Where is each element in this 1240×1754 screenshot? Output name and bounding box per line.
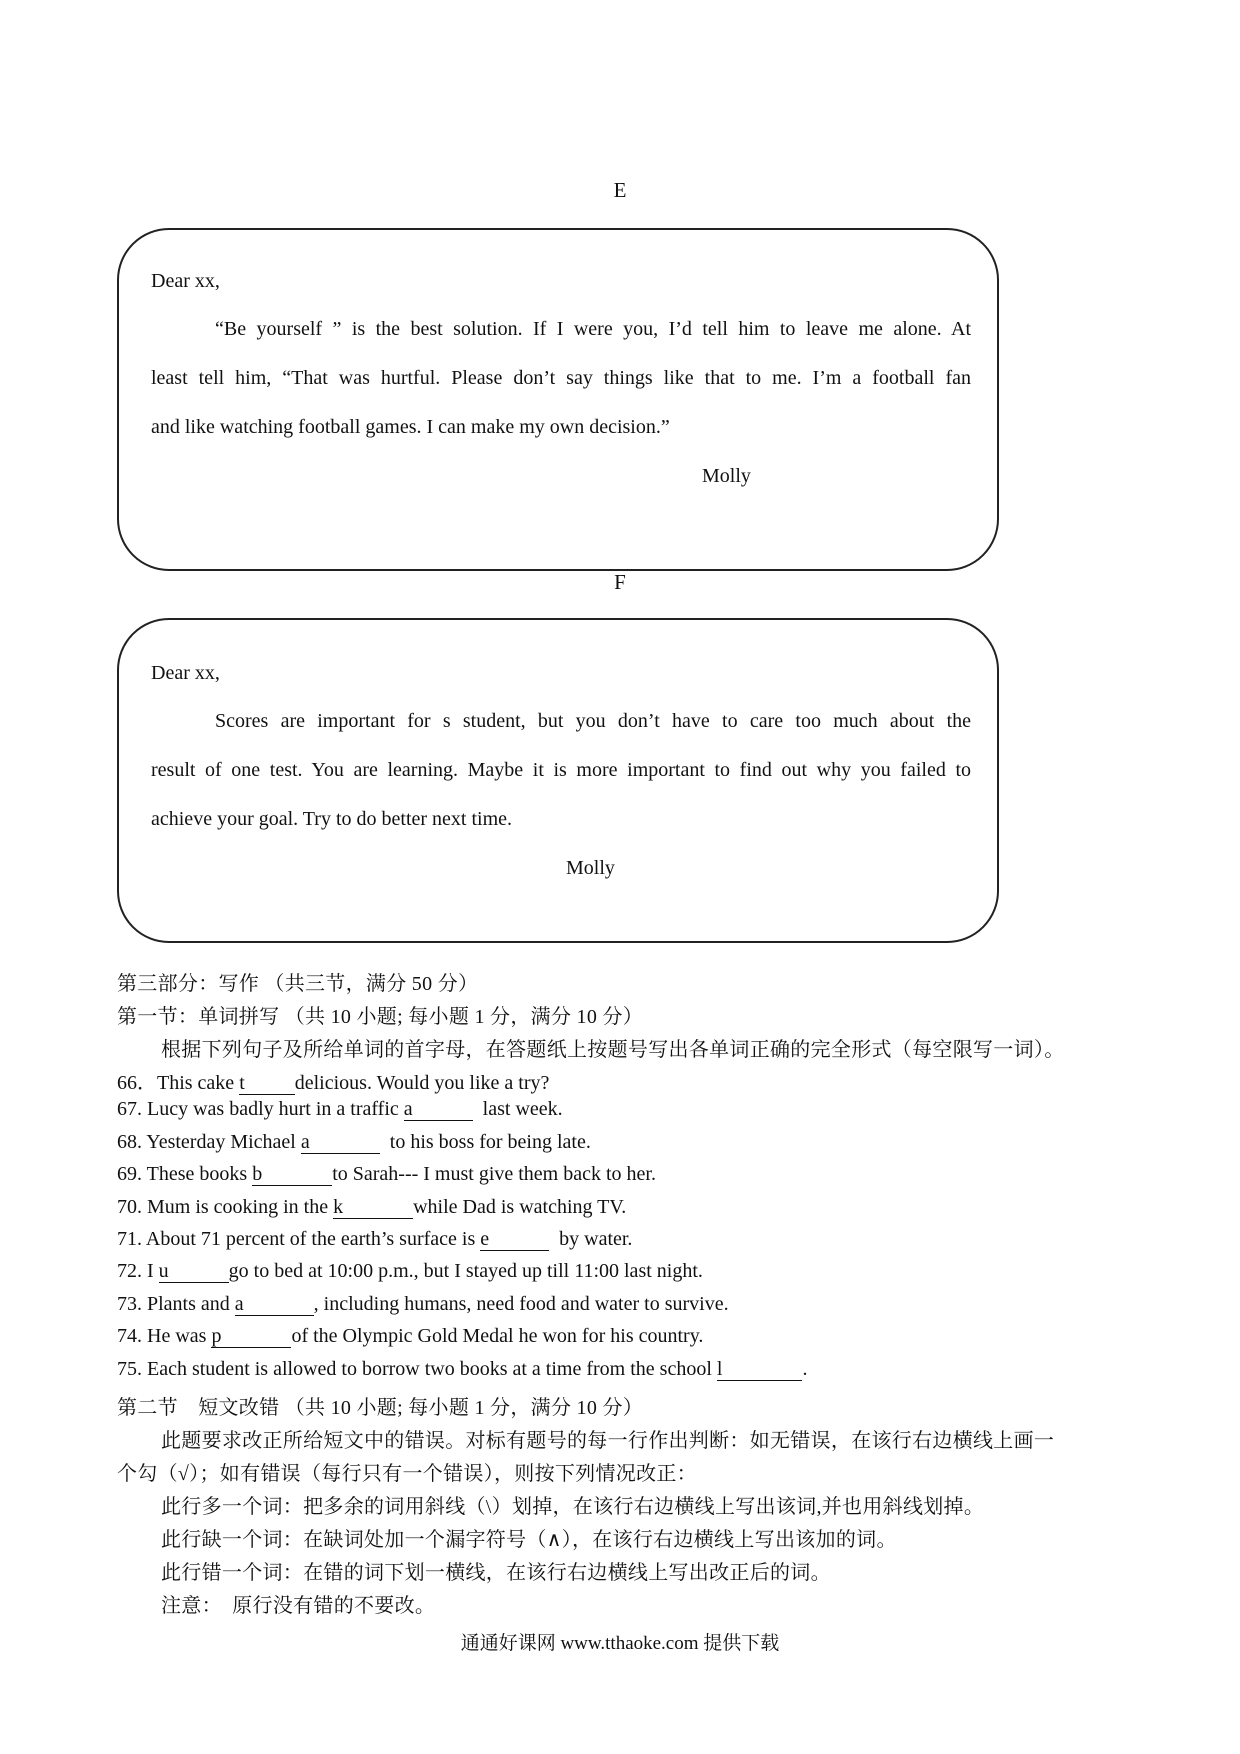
item-number: 74.: [117, 1325, 147, 1348]
blank-line: [244, 1293, 314, 1315]
blank-line: [413, 1098, 473, 1120]
item-text-before: I: [147, 1260, 159, 1283]
answer-blank: [480, 1229, 549, 1251]
section2-note: 注意： 原行没有错的不要改。: [161, 1595, 436, 1617]
blank-line: [221, 1325, 291, 1347]
initial-letter: a: [403, 1098, 413, 1121]
item-text-before: Lucy was badly hurt in a traffic: [147, 1098, 404, 1121]
item-text-after: while Dad is watching TV.: [413, 1195, 627, 1218]
initial-letter: b: [252, 1163, 263, 1186]
section2-instruction-1: 此题要求改正所给短文中的错误。对标有题号的每一行作出判断：如无错误，在该行右边横线上画一: [161, 1430, 1055, 1452]
letter-f-label: F: [614, 570, 626, 594]
letter-e-greeting: Dear xx,: [151, 270, 220, 292]
spelling-item: [117, 1228, 632, 1251]
blank-line: [169, 1260, 229, 1282]
item-number: 68.: [117, 1130, 147, 1153]
blank-line: [245, 1072, 295, 1094]
initial-letter: p: [211, 1325, 222, 1348]
spelling-item: [117, 1358, 807, 1381]
letter-f-box: [117, 618, 999, 943]
item-number: 72.: [117, 1260, 147, 1283]
item-number: 71.: [117, 1228, 146, 1250]
answer-blank: [717, 1359, 803, 1381]
item-number: 75.: [117, 1357, 147, 1380]
item-text-before: This cake: [157, 1072, 240, 1094]
item-number: 66．: [117, 1072, 157, 1094]
letter-f-line-3: achieve your goal. Try to do better next time.: [151, 808, 513, 830]
item-text-before: About 71 percent of the earth’s surface is: [145, 1228, 481, 1250]
section1-instruction: 根据下列句子及所给单词的首字母，在答题纸上按题号写出各单词正确的完全形式（每空限写一词）。: [161, 1039, 1065, 1061]
item-text-after: , including humans, need food and water to survive.: [313, 1292, 729, 1315]
section2-instruction-2: 个勾（√）；如有错误（每行只有一个错误），则按下列情况改正：: [117, 1463, 697, 1485]
page-footer: 通通好课网 www.tthaoke.com 提供下载: [460, 1633, 780, 1654]
item-number: 69.: [117, 1163, 147, 1186]
answer-blank: [301, 1132, 380, 1154]
initial-letter: k: [333, 1195, 344, 1218]
item-text-after: .: [802, 1357, 808, 1380]
item-text-before: Yesterday Michael: [146, 1130, 301, 1153]
answer-blank: [404, 1099, 473, 1121]
blank-line: [489, 1228, 549, 1250]
blank-line: [262, 1163, 332, 1185]
item-text-after: go to bed at 10:00 p.m., but I stayed up till 11:00 last night.: [228, 1260, 703, 1283]
item-text-after: of the Olympic Gold Medal he won for his country.: [291, 1325, 704, 1348]
answer-blank: [235, 1294, 314, 1316]
spelling-item: [117, 1163, 656, 1186]
spelling-item: [117, 1325, 703, 1348]
section1-heading: 第一节：单词拼写 （共 10 小题; 每小题 1 分，满分 10 分）: [117, 1006, 644, 1028]
item-text-before: These books: [146, 1163, 253, 1186]
item-text-after: to Sarah--- I must give them back to her.: [332, 1163, 656, 1186]
initial-letter: t: [239, 1072, 245, 1094]
letter-e-line-2: least tell him, “That was hurtful. Please don’t say things like that to me. I’m a football fan: [151, 367, 971, 389]
answer-blank: [239, 1073, 295, 1095]
letter-f-line-1: Scores are important for s student, but you don’t have to care too much about the: [215, 710, 971, 732]
item-number: 73.: [117, 1292, 147, 1315]
letter-f-signature: Molly: [566, 857, 615, 879]
item-text-after: delicious. Would you like a try?: [294, 1072, 550, 1094]
letter-e-label: E: [613, 178, 627, 202]
initial-letter: a: [300, 1130, 310, 1153]
item-number: 70.: [117, 1195, 147, 1218]
spelling-item: [117, 1066, 549, 1095]
blank-line: [343, 1196, 413, 1218]
part3-heading: 第三部分：写作 （共三节，满分 50 分）: [117, 973, 479, 995]
letter-e-signature: Molly: [702, 465, 751, 487]
item-text-before: He was: [147, 1325, 212, 1348]
initial-letter: e: [480, 1228, 490, 1250]
spelling-item: [117, 1131, 591, 1154]
section2-rule-wrong-word: 此行错一个词：在错的词下划一横线，在该行右边横线上写出改正后的词。: [161, 1562, 831, 1584]
initial-letter: l: [716, 1357, 723, 1380]
section2-rule-missing-word: 此行缺一个词：在缺词处加一个漏字符号（∧），在该行右边横线上写出该加的词。: [161, 1529, 897, 1551]
spelling-item: [117, 1260, 703, 1283]
blank-line: [310, 1131, 380, 1153]
item-text-before: Mum is cooking in the: [147, 1195, 334, 1218]
section2-rule-extra-word: 此行多一个词：把多余的词用斜线（\）划掉，在该行右边横线上写出该词,并也用斜线划掉。: [161, 1496, 985, 1518]
answer-blank: [159, 1261, 229, 1283]
letter-e-line-3: and like watching football games. I can make my own decision.”: [151, 416, 670, 438]
answer-blank: [211, 1326, 291, 1348]
answer-blank: [333, 1197, 413, 1219]
section2-heading: 第二节 短文改错 （共 10 小题; 每小题 1 分，满分 10 分）: [117, 1397, 644, 1419]
item-text-after: last week.: [472, 1098, 563, 1121]
item-text-after: to his boss for being late.: [379, 1130, 591, 1153]
initial-letter: a: [234, 1292, 244, 1315]
spelling-item: [117, 1196, 626, 1219]
letter-e-line-1: “Be yourself ” is the best solution. If I were you, I’d tell him to leave me alone. At: [215, 318, 971, 340]
initial-letter: u: [158, 1260, 169, 1283]
item-text-before: Plants and: [147, 1292, 235, 1315]
spelling-item: [117, 1098, 563, 1121]
item-number: 67.: [117, 1098, 147, 1121]
letter-f-line-2: result of one test. You are learning. Maybe it is more important to find out why you failed to: [151, 759, 971, 781]
item-text-after: by water.: [549, 1228, 633, 1250]
spelling-item: [117, 1293, 729, 1316]
blank-line: [722, 1358, 802, 1380]
item-text-before: Each student is allowed to borrow two books at a time from the school: [147, 1357, 717, 1380]
answer-blank: [252, 1164, 332, 1186]
letter-f-greeting: Dear xx,: [151, 662, 220, 684]
letter-e-box: [117, 228, 999, 571]
